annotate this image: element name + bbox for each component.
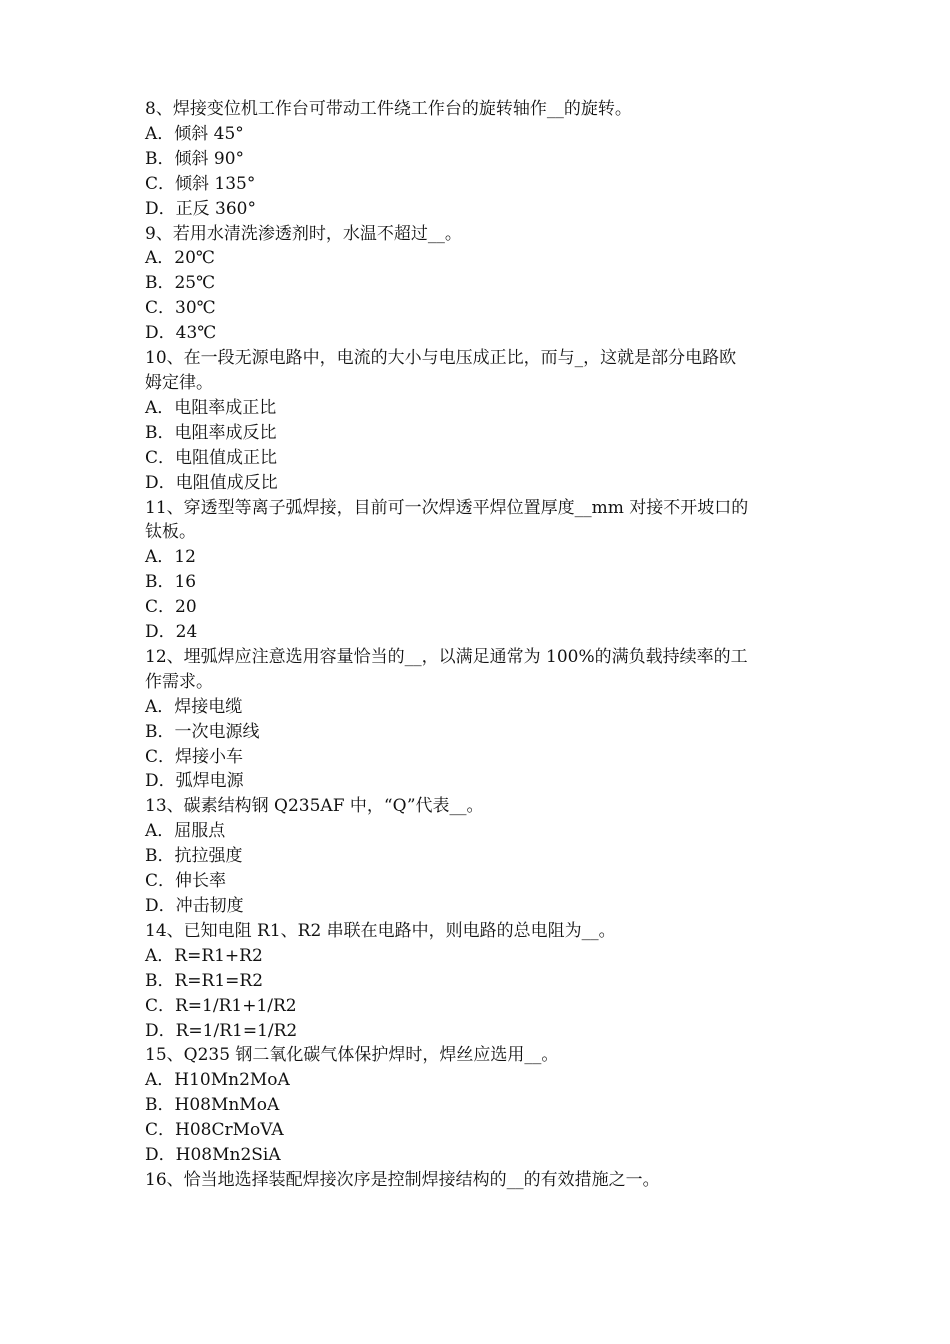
- question-12: 12、埋弧焊应注意选用容量恰当的__，以满足通常为 100%的满负载持续率的工: [145, 646, 748, 667]
- question-10-cont: 姆定律。: [145, 372, 213, 393]
- option-15b: B．H08MnMoA: [145, 1095, 280, 1116]
- option-10d: D．电阻值成反比: [145, 472, 278, 493]
- option-14d: D．R=1/R1=1/R2: [145, 1020, 298, 1041]
- question-10: 10、在一段无源电路中，电流的大小与电压成正比，而与_，这就是部分电路欧: [145, 348, 737, 369]
- option-8c: C．倾斜 135°: [145, 173, 256, 194]
- option-11d: D．24: [145, 622, 198, 643]
- option-10b: B．电阻率成反比: [145, 422, 277, 443]
- option-12a: A．焊接电缆: [145, 696, 243, 717]
- option-8d: D．正反 360°: [145, 198, 256, 219]
- option-12c: C．焊接小车: [145, 746, 244, 767]
- option-15a: A．H10Mn2MoA: [145, 1070, 290, 1091]
- option-13b: B．抗拉强度: [145, 846, 243, 867]
- option-15c: C．H08CrMoVA: [145, 1120, 284, 1141]
- question-8: 8、焊接变位机工作台可带动工件绕工作台的旋转轴作__的旋转。: [145, 99, 632, 119]
- option-9d: D．43℃: [145, 323, 217, 344]
- question-15: 15、Q235 钢二氧化碳气体保护焊时，焊丝应选用__。: [145, 1045, 559, 1066]
- option-10c: C．电阻值成正比: [145, 447, 278, 468]
- option-8a: A．倾斜 45°: [145, 123, 244, 144]
- option-9c: C．30℃: [145, 298, 216, 319]
- option-14b: B．R=R1=R2: [145, 970, 264, 991]
- option-11c: C．20: [145, 597, 197, 618]
- question-12-cont: 作需求。: [145, 671, 213, 692]
- option-15d: D．H08Mn2SiA: [145, 1145, 281, 1166]
- option-12d: D．弧焊电源: [145, 771, 244, 792]
- option-13d: D．冲击韧度: [145, 896, 244, 916]
- option-11b: B．16: [145, 572, 197, 593]
- option-12b: B．一次电源线: [145, 721, 260, 742]
- option-9a: A．20℃: [145, 248, 215, 269]
- question-11-cont: 钛板。: [145, 522, 196, 543]
- option-14c: C．R=1/R1+1/R2: [145, 995, 297, 1016]
- document-page: [145, 97, 815, 1193]
- question-16: 16、恰当地选择装配焊接次序是控制焊接结构的__的有效措施之一。: [145, 1169, 660, 1190]
- question-9: 9、若用水清洗渗透剂时，水温不超过__。: [145, 223, 462, 244]
- question-14: 14、已知电阻 R1、R2 串联在电路中，则电路的总电阻为__。: [145, 920, 616, 941]
- option-11a: A．12: [145, 547, 196, 568]
- option-10a: A．电阻率成正比: [145, 397, 277, 418]
- question-11: 11、穿透型等离子弧焊接，目前可一次焊透平焊位置厚度__mm 对接不开坡口的: [145, 497, 749, 518]
- question-13: 13、碳素结构钢 Q235AF 中，“Q”代表__。: [145, 796, 484, 817]
- option-9b: B．25℃: [145, 273, 216, 294]
- option-8b: B．倾斜 90°: [145, 148, 245, 169]
- option-13a: A．屈服点: [145, 821, 226, 842]
- option-13c: C．伸长率: [145, 871, 227, 892]
- option-14a: A．R=R1+R2: [145, 945, 263, 966]
